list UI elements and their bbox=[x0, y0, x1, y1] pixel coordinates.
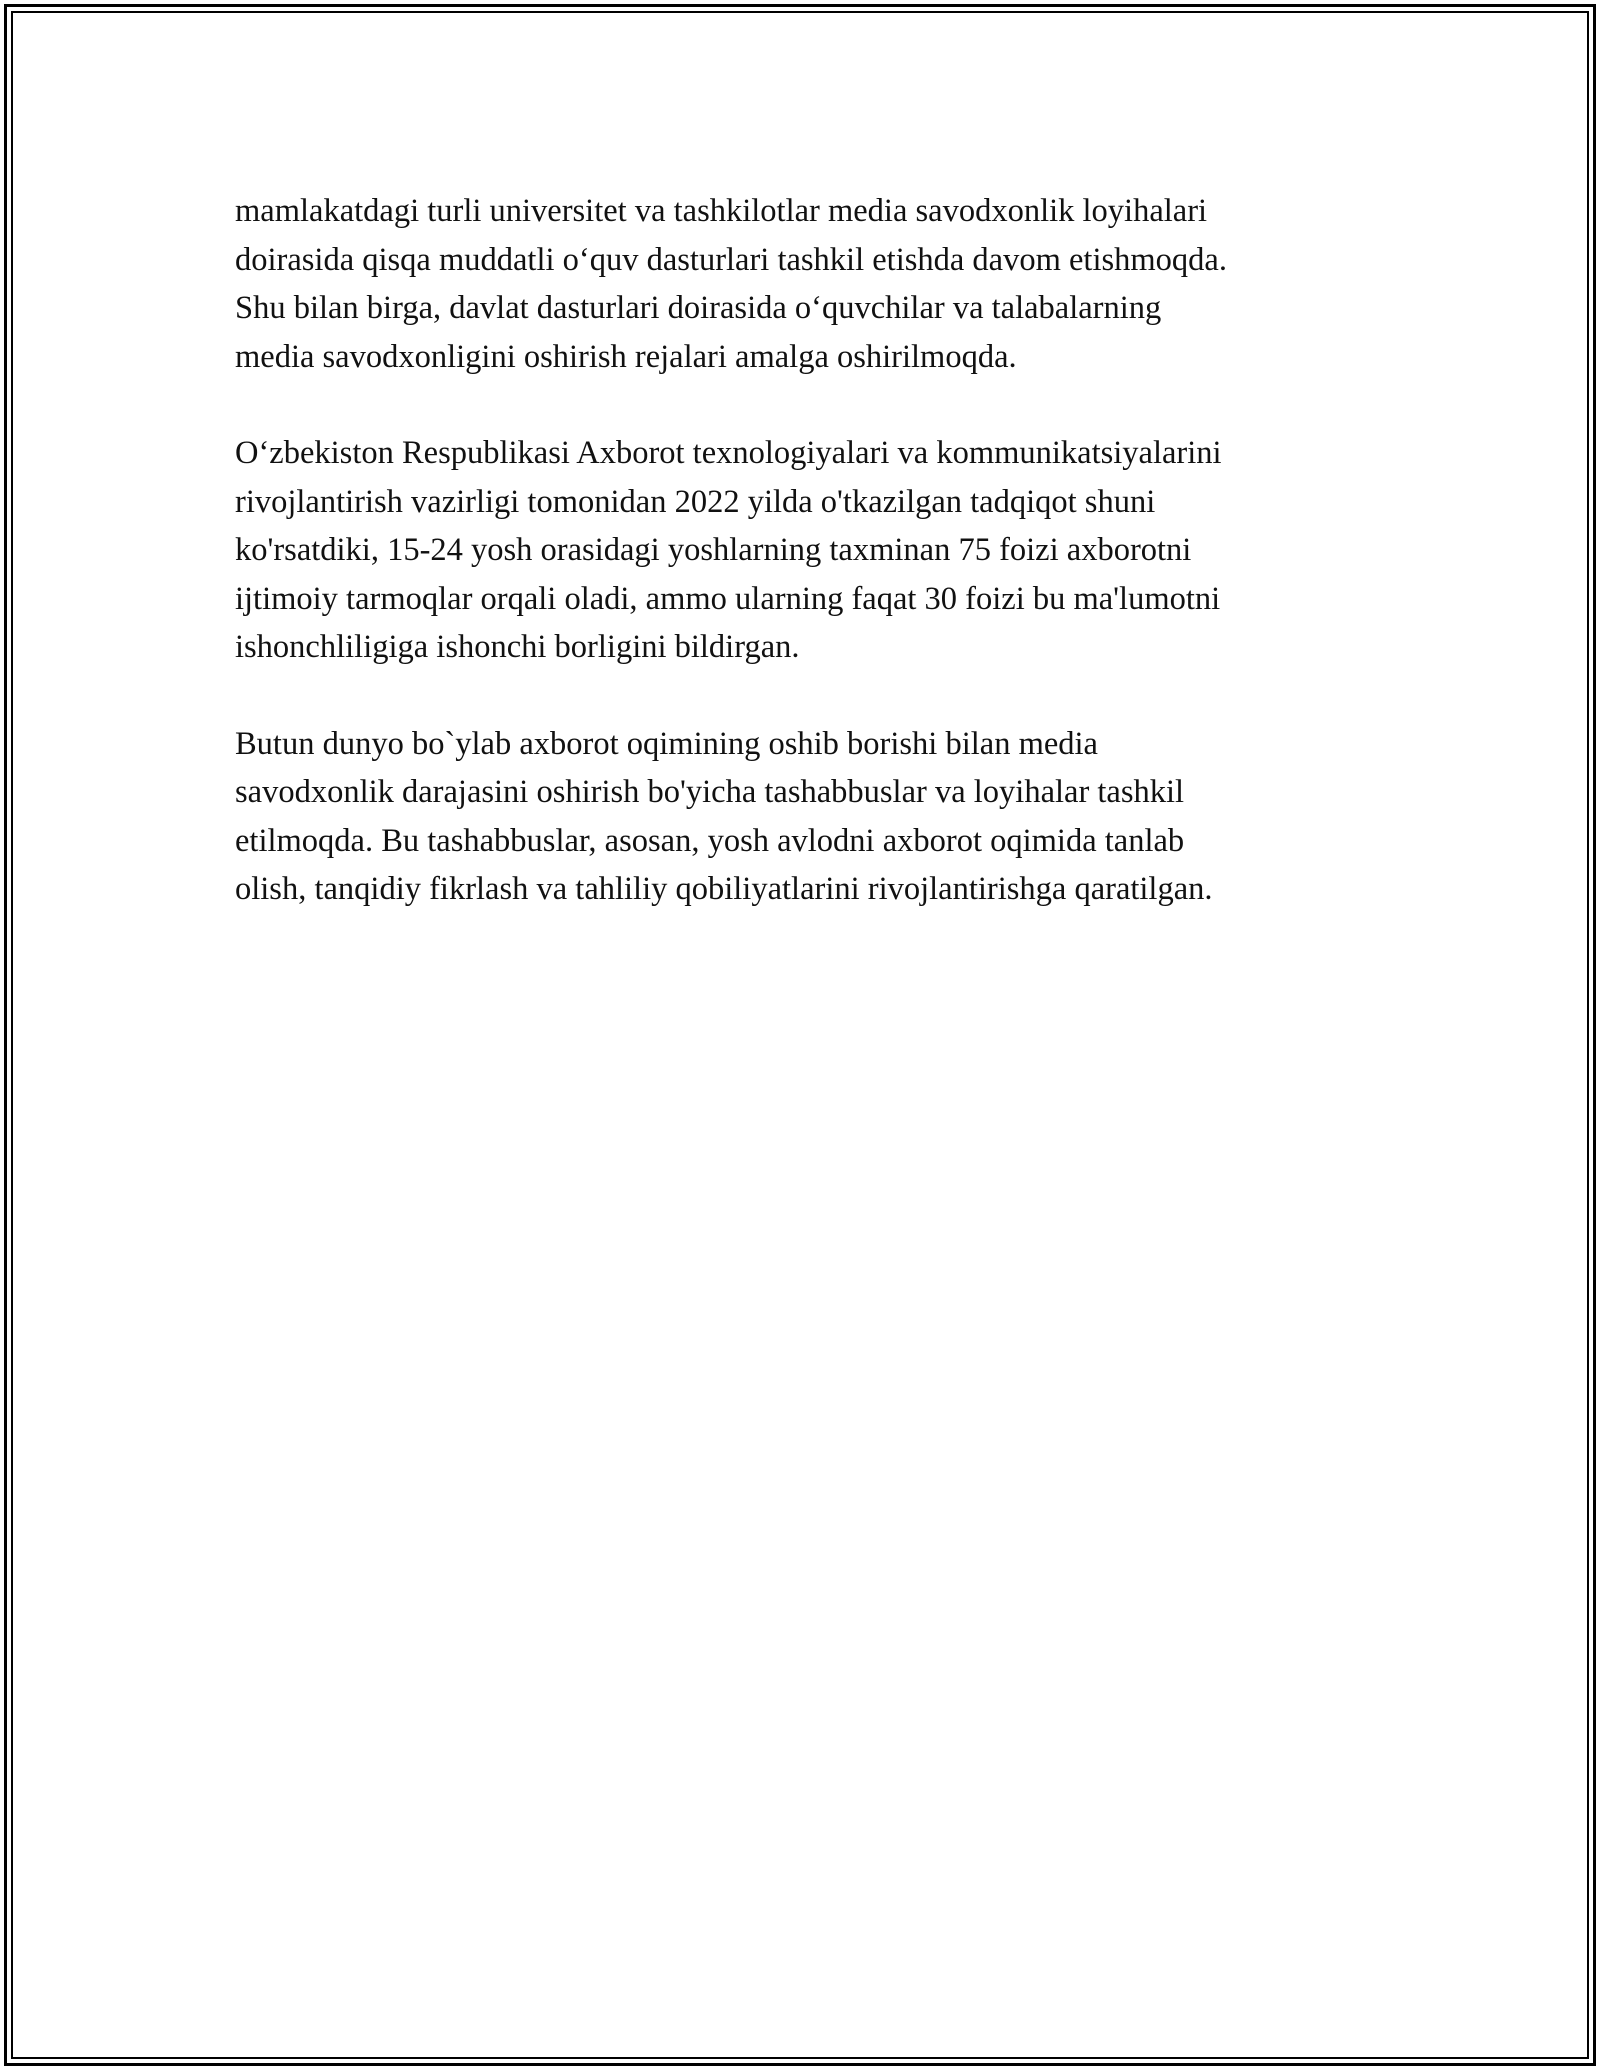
paragraph-ministry-study: O‘zbekiston Respublikasi Axborot texnologiyalari va kommunikatsiyalarini rivojlantirish vazirligi tomonidan 2022 yilda o'tkazilgan tadqiqot shuni ko'rsatdiki, 15-24 yosh orasidagi yoshlarning taxminan 75 foizi axborotni ijtimoiy tarmoqlar orqali oladi, ammo ularning faqat 30 foizi bu ma'lumotni ishonchliligiga ishonchi borligini bildirgan. bbox=[235, 435, 1222, 665]
paragraph-global-initiatives: Butun dunyo bo`ylab axborot oqimining oshib borishi bilan media savodxonlik darajasini oshirish bo'yicha tashabbuslar va loyihalar tashkil etilmoqda. Bu tashabbuslar, asosan, yosh avlodni axborot oqimida tanlab olish, tanqidiy fikrlash va tahliliy qobiliyatlarini rivojlantirishga qaratilgan. bbox=[235, 725, 1213, 907]
document-body bbox=[235, 187, 1385, 962]
paragraph-media-literacy-programs: mamlakatdagi turli universitet va tashkilotlar media savodxonlik loyihalari doirasida qisqa muddatli o‘quv dasturlari tashkil etishda davom etishmoqda. Shu bilan birga, davlat dasturlari doirasida o‘quvchilar va talabalarning media savodxonligini oshirish rejalari amalga oshirilmoqda. bbox=[235, 193, 1227, 375]
